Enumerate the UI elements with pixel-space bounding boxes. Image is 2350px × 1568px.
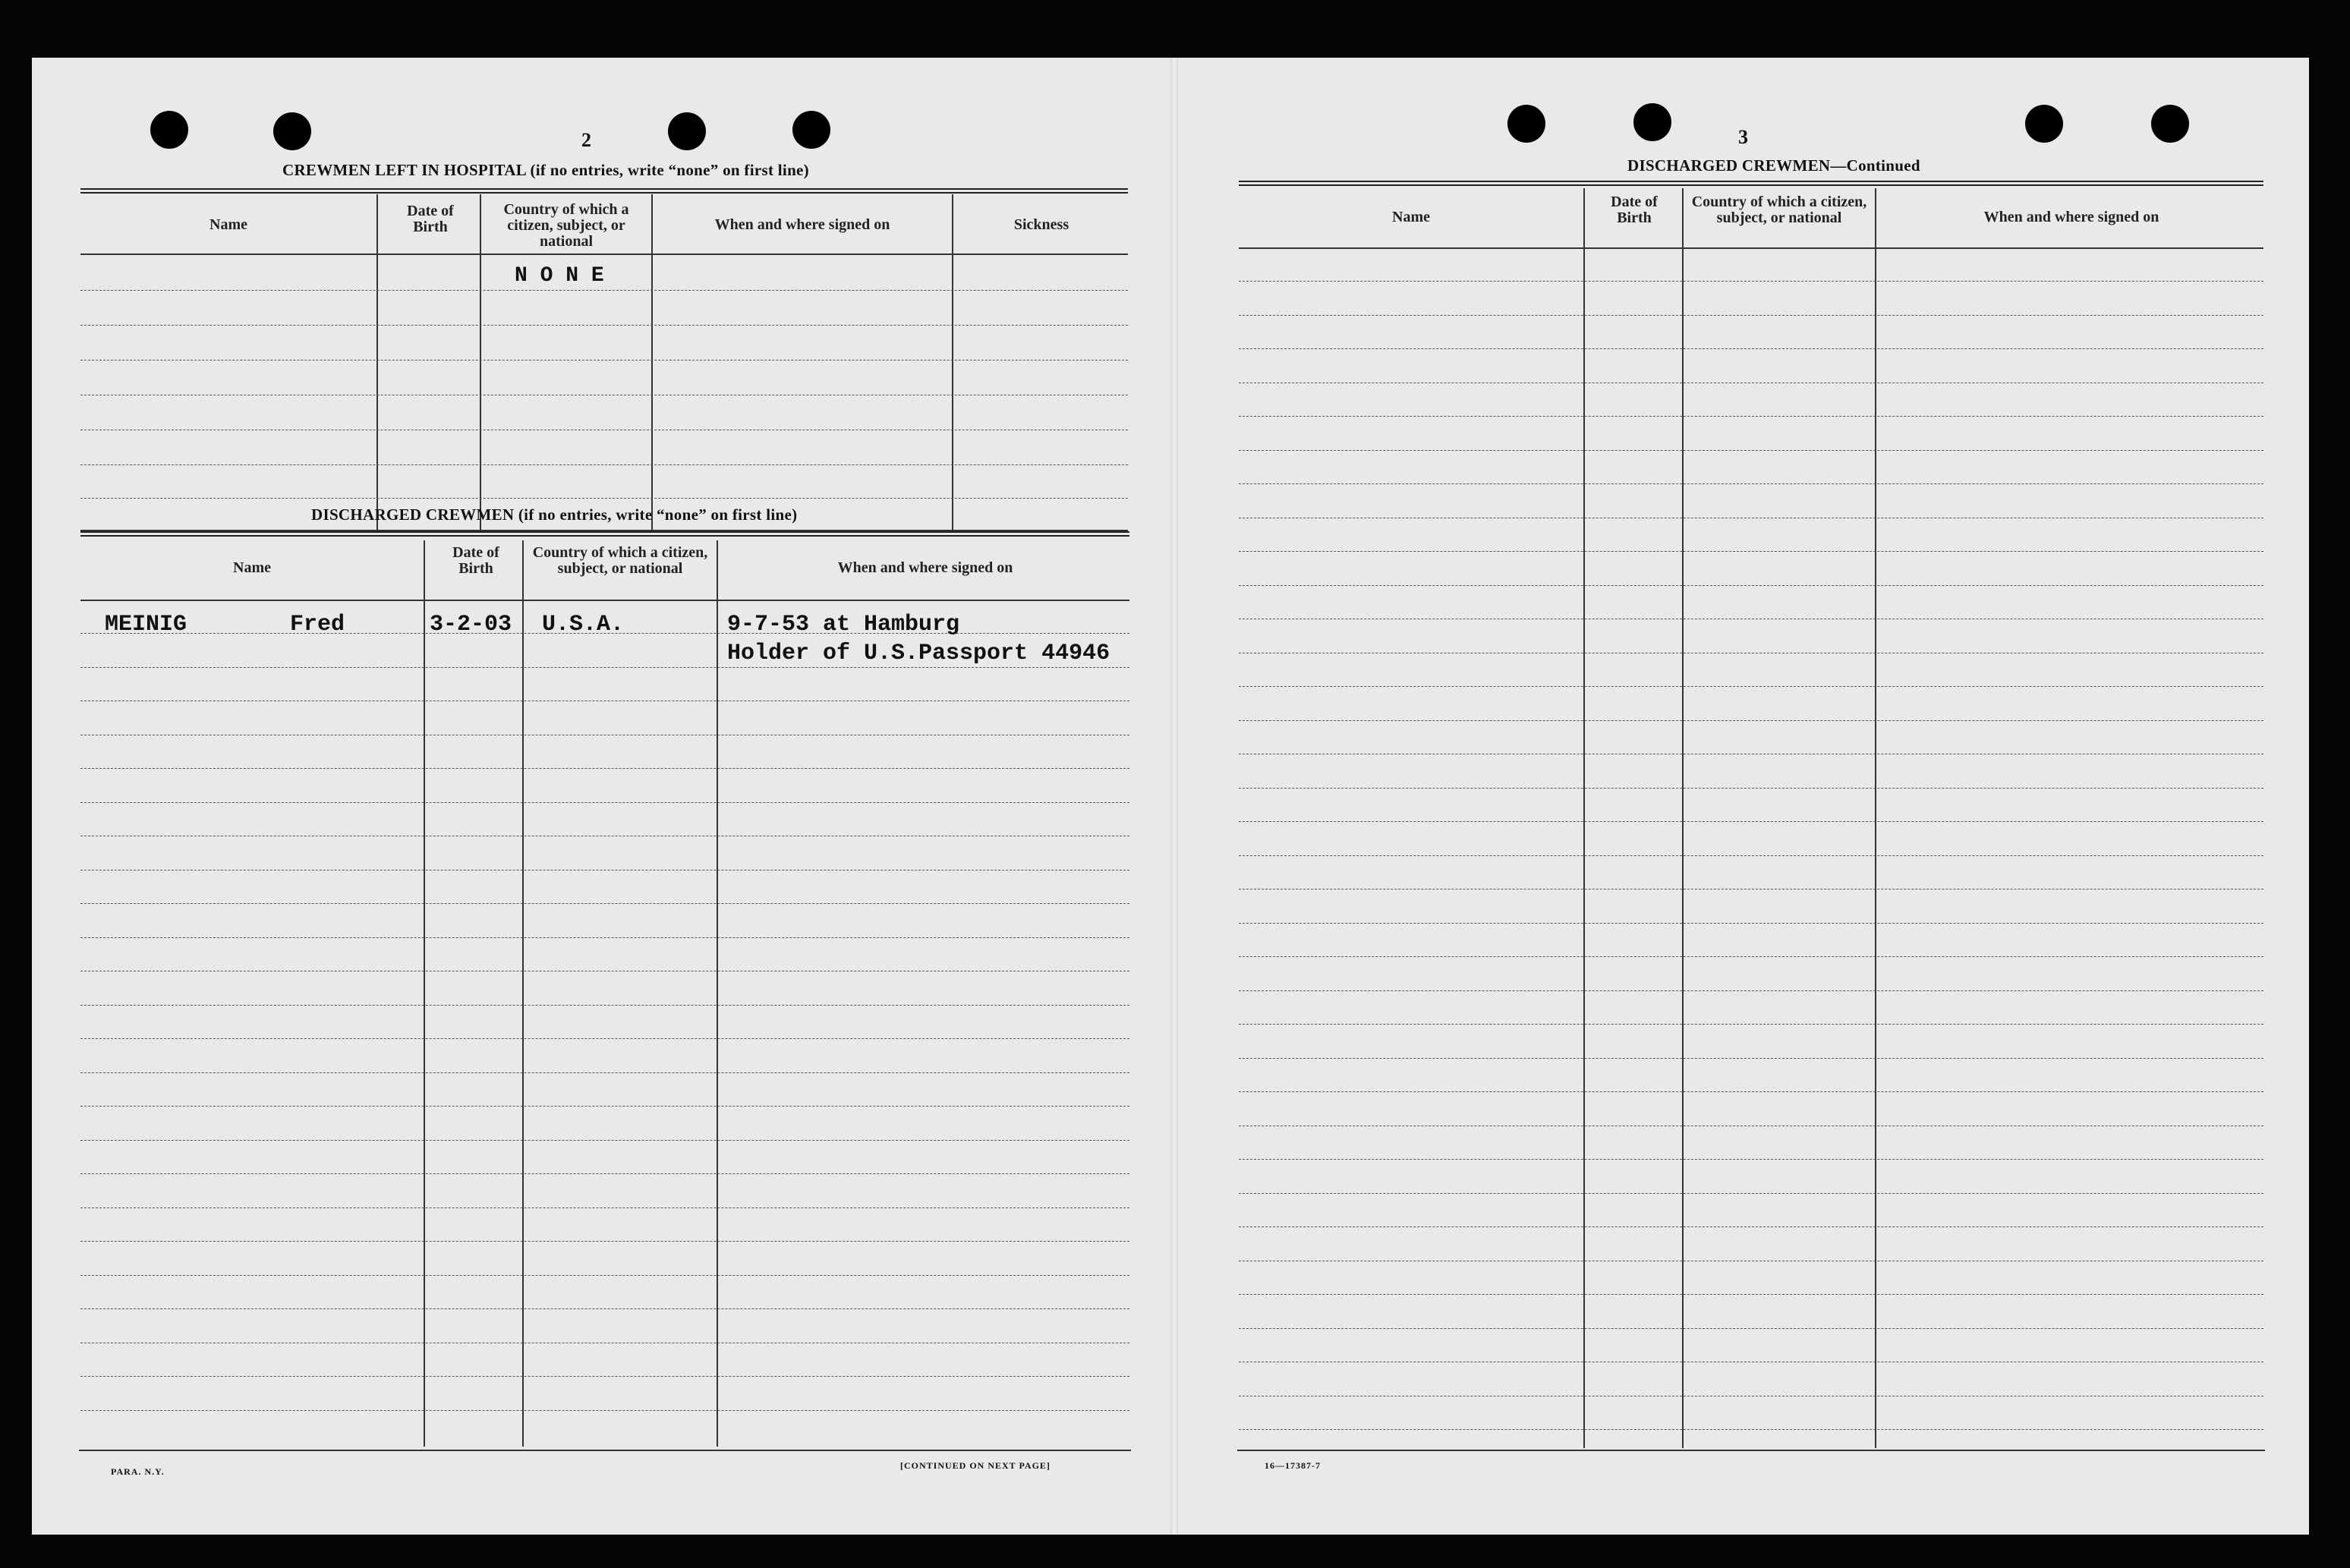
ruled-line [1239, 348, 2263, 349]
ruled-line [80, 903, 1129, 904]
page-number: 3 [1738, 126, 1748, 148]
ruled-line [1239, 788, 2263, 789]
ruled-line [1239, 1159, 2263, 1160]
ruled-line [1239, 1091, 2263, 1092]
ruled-line [1239, 855, 2263, 856]
col-header-date-of-birth: Date of Birth [1611, 194, 1658, 226]
table-top-rule [80, 188, 1128, 194]
ruled-line [80, 1207, 1129, 1208]
ruled-line [1239, 956, 2263, 957]
ruled-line [1239, 416, 2263, 417]
left-page [32, 58, 1170, 1535]
ruled-line [80, 1376, 1129, 1377]
col-header-when-where: When and where signed on [1983, 209, 2159, 225]
crewman-given-name: Fred [290, 612, 345, 638]
ruled-line [80, 290, 1128, 291]
ruled-line [80, 1005, 1129, 1006]
crewman-signed-on: 9-7-53 at Hamburg [727, 612, 960, 638]
punch-hole [273, 112, 311, 150]
ruled-line [80, 1410, 1129, 1411]
col-header-when-where: When and where signed on [837, 559, 1013, 576]
punch-hole [2151, 105, 2189, 143]
ruled-line [80, 1275, 1129, 1276]
table-bottom-rule [1237, 1450, 2265, 1451]
hospital-entry-none: N O N E [515, 264, 604, 288]
ruled-line [80, 1106, 1129, 1107]
column-divider [952, 194, 953, 530]
ruled-line [80, 498, 1128, 499]
column-divider [1682, 188, 1684, 1448]
column-divider [522, 540, 524, 1447]
ruled-line [80, 1241, 1129, 1242]
ruled-line [1239, 483, 2263, 484]
col-header-when-where: When and where signed on [714, 216, 890, 233]
ruled-line [80, 1173, 1129, 1174]
discharged-section-title: DISCHARGED CREWMEN (if no entries, write “none” on first line) [311, 505, 798, 524]
column-divider [1875, 188, 1876, 1448]
col-header-name: Name [233, 559, 271, 576]
ruled-line [1239, 585, 2263, 586]
footer-printer-mark: PARA. N.Y. [111, 1466, 165, 1477]
page-number: 2 [581, 129, 591, 151]
ruled-line [80, 325, 1128, 326]
col-header-country: Country of which a citizen, subject, or national [1691, 194, 1867, 226]
ruled-line [1239, 821, 2263, 822]
col-header-country: Country of which a citizen, subject, or national [532, 544, 708, 577]
right-page [1178, 58, 2309, 1535]
crewman-surname: MEINIG [105, 612, 187, 638]
col-header-date-of-birth: Date of Birth [407, 203, 454, 235]
ruled-line [1239, 1024, 2263, 1025]
discharged-continued-title: DISCHARGED CREWMEN—Continued [1627, 156, 1920, 175]
footer-continued: [CONTINUED ON NEXT PAGE] [900, 1460, 1051, 1471]
page-fold [1170, 58, 1178, 1535]
ruled-line [1239, 450, 2263, 451]
ruled-line [80, 802, 1129, 803]
ruled-line [1239, 990, 2263, 991]
punch-hole [1633, 103, 1671, 141]
col-header-name: Name [1392, 209, 1430, 225]
header-bottom-rule [80, 253, 1128, 255]
crewman-dob: 3-2-03 [430, 612, 512, 638]
col-header-name: Name [209, 216, 247, 233]
col-header-country: Country of which a citizen, subject, or national [503, 201, 629, 250]
ruled-line [80, 1038, 1129, 1039]
col-header-sickness: Sickness [1013, 216, 1069, 233]
footer-form-number: 16—17387-7 [1265, 1460, 1321, 1471]
col-header-date-of-birth: Date of Birth [452, 544, 499, 577]
header-bottom-rule [80, 600, 1129, 601]
ruled-line [1239, 551, 2263, 552]
column-divider [651, 194, 653, 530]
table-bottom-rule [79, 1450, 1131, 1451]
ruled-line [80, 1072, 1129, 1073]
ruled-line [1239, 686, 2263, 687]
column-divider [717, 540, 718, 1447]
punch-hole [2025, 105, 2063, 143]
table-top-rule [80, 531, 1129, 537]
column-divider [424, 540, 425, 1447]
ruled-line [1239, 1294, 2263, 1295]
crewman-passport-note: Holder of U.S.Passport 44946 [727, 641, 1110, 666]
punch-hole [792, 111, 830, 149]
ruled-line [1239, 720, 2263, 721]
ruled-line [80, 360, 1128, 361]
ruled-line [1239, 1193, 2263, 1194]
ruled-line [1239, 1429, 2263, 1430]
table-top-rule [1239, 181, 2263, 186]
punch-hole [150, 111, 188, 149]
document-sheet [32, 58, 2309, 1535]
ruled-line [80, 1308, 1129, 1309]
ruled-line [1239, 1058, 2263, 1059]
punch-hole [1507, 105, 1545, 143]
ruled-line [80, 464, 1128, 465]
ruled-line [80, 1140, 1129, 1141]
ruled-line [80, 667, 1129, 668]
ruled-line [1239, 923, 2263, 924]
ruled-line [80, 937, 1129, 938]
column-divider [1583, 188, 1585, 1448]
crewman-country: U.S.A. [542, 612, 625, 638]
ruled-line [1239, 1226, 2263, 1227]
column-divider [480, 194, 481, 530]
ruled-line [1239, 281, 2263, 282]
punch-hole [668, 112, 706, 150]
ruled-line [80, 768, 1129, 769]
column-divider [376, 194, 378, 530]
ruled-line [80, 870, 1129, 871]
hospital-section-title: CREWMEN LEFT IN HOSPITAL (if no entries, write “none” on first line) [282, 161, 809, 179]
ruled-line [1239, 1328, 2263, 1329]
header-bottom-rule [1239, 247, 2263, 249]
ruled-line [1239, 315, 2263, 316]
